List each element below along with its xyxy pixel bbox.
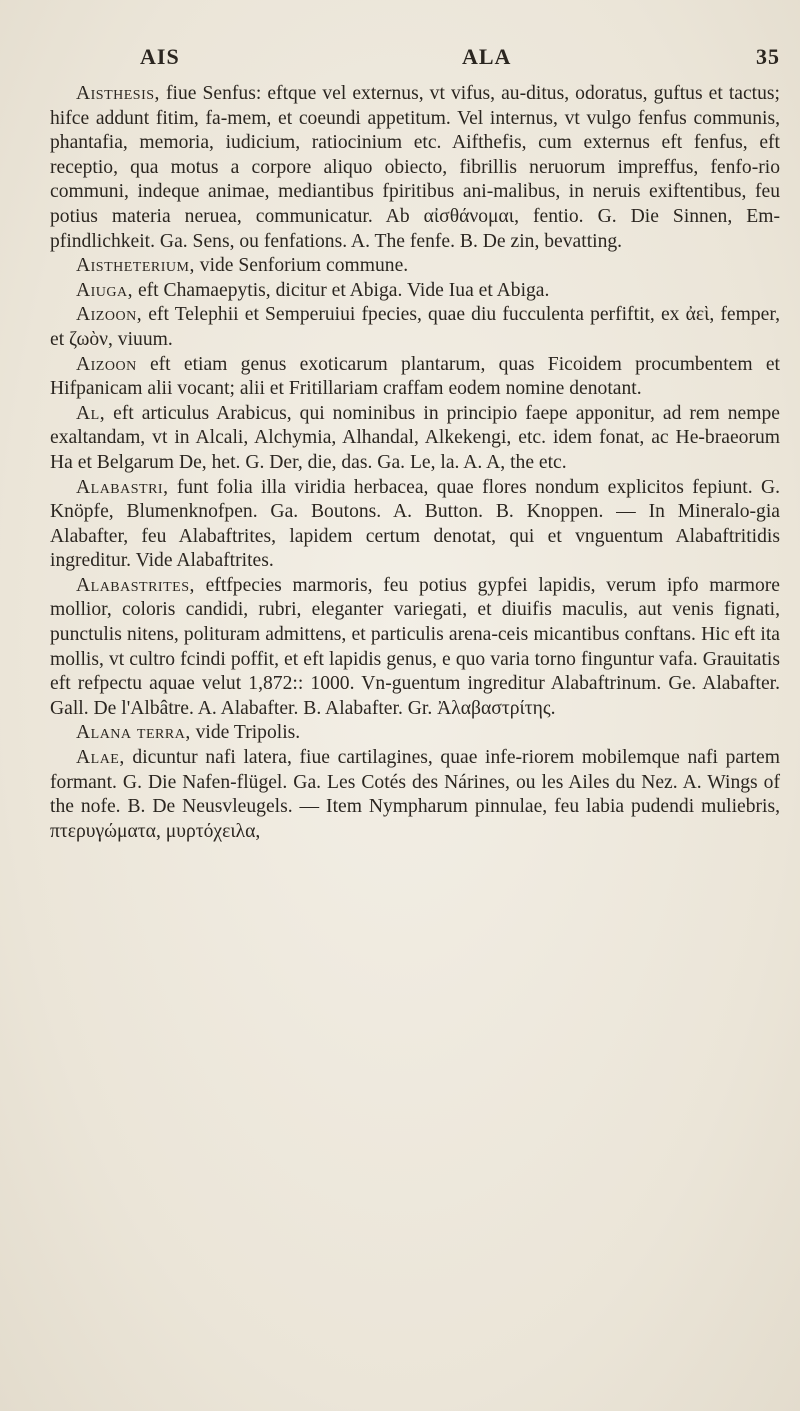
entry-headword: Aiuga, — [76, 279, 134, 301]
dictionary-entry — [50, 279, 780, 304]
dictionary-entry — [50, 254, 780, 279]
entry-text: eft Telephii et Semperuiui fpecies, quae diu fucculenta perfiftit, ex ἀεὶ, femper, et ζωὸν, viuum. — [50, 304, 780, 350]
dictionary-entry — [50, 574, 780, 722]
dictionary-entry — [50, 476, 780, 574]
entry-text: eft etiam genus exoticarum plantarum, quas Ficoidem procumbentem et Hifpanicam alii vocant; alii et Fritillariam craffam eodem nomine denotant. — [50, 353, 780, 400]
entry-text: fiue Senfus: eftque vel externus, vt vifus, au-ditus, odoratus, guftus et tactus; hifce addunt fitim, fa-mem, et coeundi appetitum. Vel internus, vt vulgo fenfus communis, phantafia, memoria, iudicium, ratiocinium etc. Aifthefis, cum externus eft fenfus, eft receptio, qua motus a corpore aliquo obiecto, fibrillis neruorum impreffus, fenfo-rio communi, indeque animae, mediantibus fpiritibus ani-malibus, in neruis exiftentibus, feu potius materia neruea, communicatur. Ab αἰσθάνομαι, fentio. G. Die Sinnen, Em-pfindlichkeit. Ga. Sens, ou fenfations. A. The fenfe. B. De zin, bevatting. — [50, 83, 780, 252]
entry-headword: Aizoon — [76, 353, 137, 375]
entry-headword: Alana terra, — [76, 722, 191, 744]
header-center-guideword: ALA — [462, 44, 512, 69]
dictionary-entry — [50, 402, 780, 476]
entry-text: dicuntur nafi latera, fiue cartilagines, quae infe-riorem mobilemque nafi partem formant. G. Die Nafen-flügel. Ga. Les Cotés des Nárines, ou les Ailes du Nez. A. Wings of the nofe. B. De Neusvleugels. — Item Nympharum pinnulae, feu labia pudendi muliebris, πτερυγώματα, μυρτόχειλα, — [50, 747, 780, 842]
entry-headword: Alabastri, — [76, 476, 169, 498]
entry-headword: Aizoon, — [76, 304, 143, 326]
entry-headword: Al, — [76, 402, 106, 424]
header-left-guideword: AIS — [140, 44, 180, 69]
entry-headword: Aistheterium, — [76, 255, 195, 277]
entry-headword: Alae, — [76, 747, 125, 769]
dictionary-entry — [50, 746, 780, 844]
dictionary-entry — [50, 721, 780, 746]
entry-headword: Aisthesis, — [76, 83, 160, 104]
dictionary-entry — [50, 303, 780, 352]
entry-headword: Alabastrites, — [76, 574, 195, 596]
entry-text: eft articulus Arabicus, qui nominibus in principio faepe apponitur, ad rem nempe exaltandam, vt in Alcali, Alchymia, Alhandal, Alkekengi, etc. idem fonat, ac He-braeorum Ha et Belgarum De, het. G. Der, die, das. Ga. Le, la. A. A, the etc. — [50, 402, 780, 473]
entry-text: vide Senforium commune. — [194, 255, 409, 277]
dictionary-column — [50, 82, 780, 844]
dictionary-entry — [50, 353, 780, 402]
running-header — [140, 44, 780, 74]
page-number: 35 — [756, 44, 780, 69]
entry-text: eftfpecies marmoris, feu potius gypfei lapidis, verum ipfo marmore mollior, coloris candidi, rubri, eleganter variegati, et diuifis maculis, aut venis fignati, punctulis nitens, polituram admittens, et particulis arena-ceis micantibus conftans. Hic eft ita mollis, vt cultro fcindi poffit, et eft lapidis genus, e quo varia torno finguntur vafa. Grauitatis eft refpectu aquae velut 1,872:: 1000. Vn-guentum ingreditur Alabaftrinum. Ge. Alabafter. Gall. De l'Albâtre. A. Alabafter. B. Alabafter. Gr. Ἀλαβαστρίτης. — [50, 574, 780, 719]
entry-text: vide Tripolis. — [190, 722, 301, 744]
dictionary-entry — [50, 82, 780, 254]
entry-text: funt folia illa viridia herbacea, quae flores nondum explicitos fepiunt. G. Knöpfe, Blumenknofpen. Ga. Boutons. A. Button. B. Knoppen. — In Mineralo-gia Alabafter, feu Alabaftrites, lapidem certum denotat, qui et vnguentum Alabaftritidis ingreditur. Vide Alabaftrites. — [50, 476, 780, 572]
entry-text: eft Chamaepytis, dicitur et Abiga. Vide Iua et Abiga. — [133, 279, 550, 301]
